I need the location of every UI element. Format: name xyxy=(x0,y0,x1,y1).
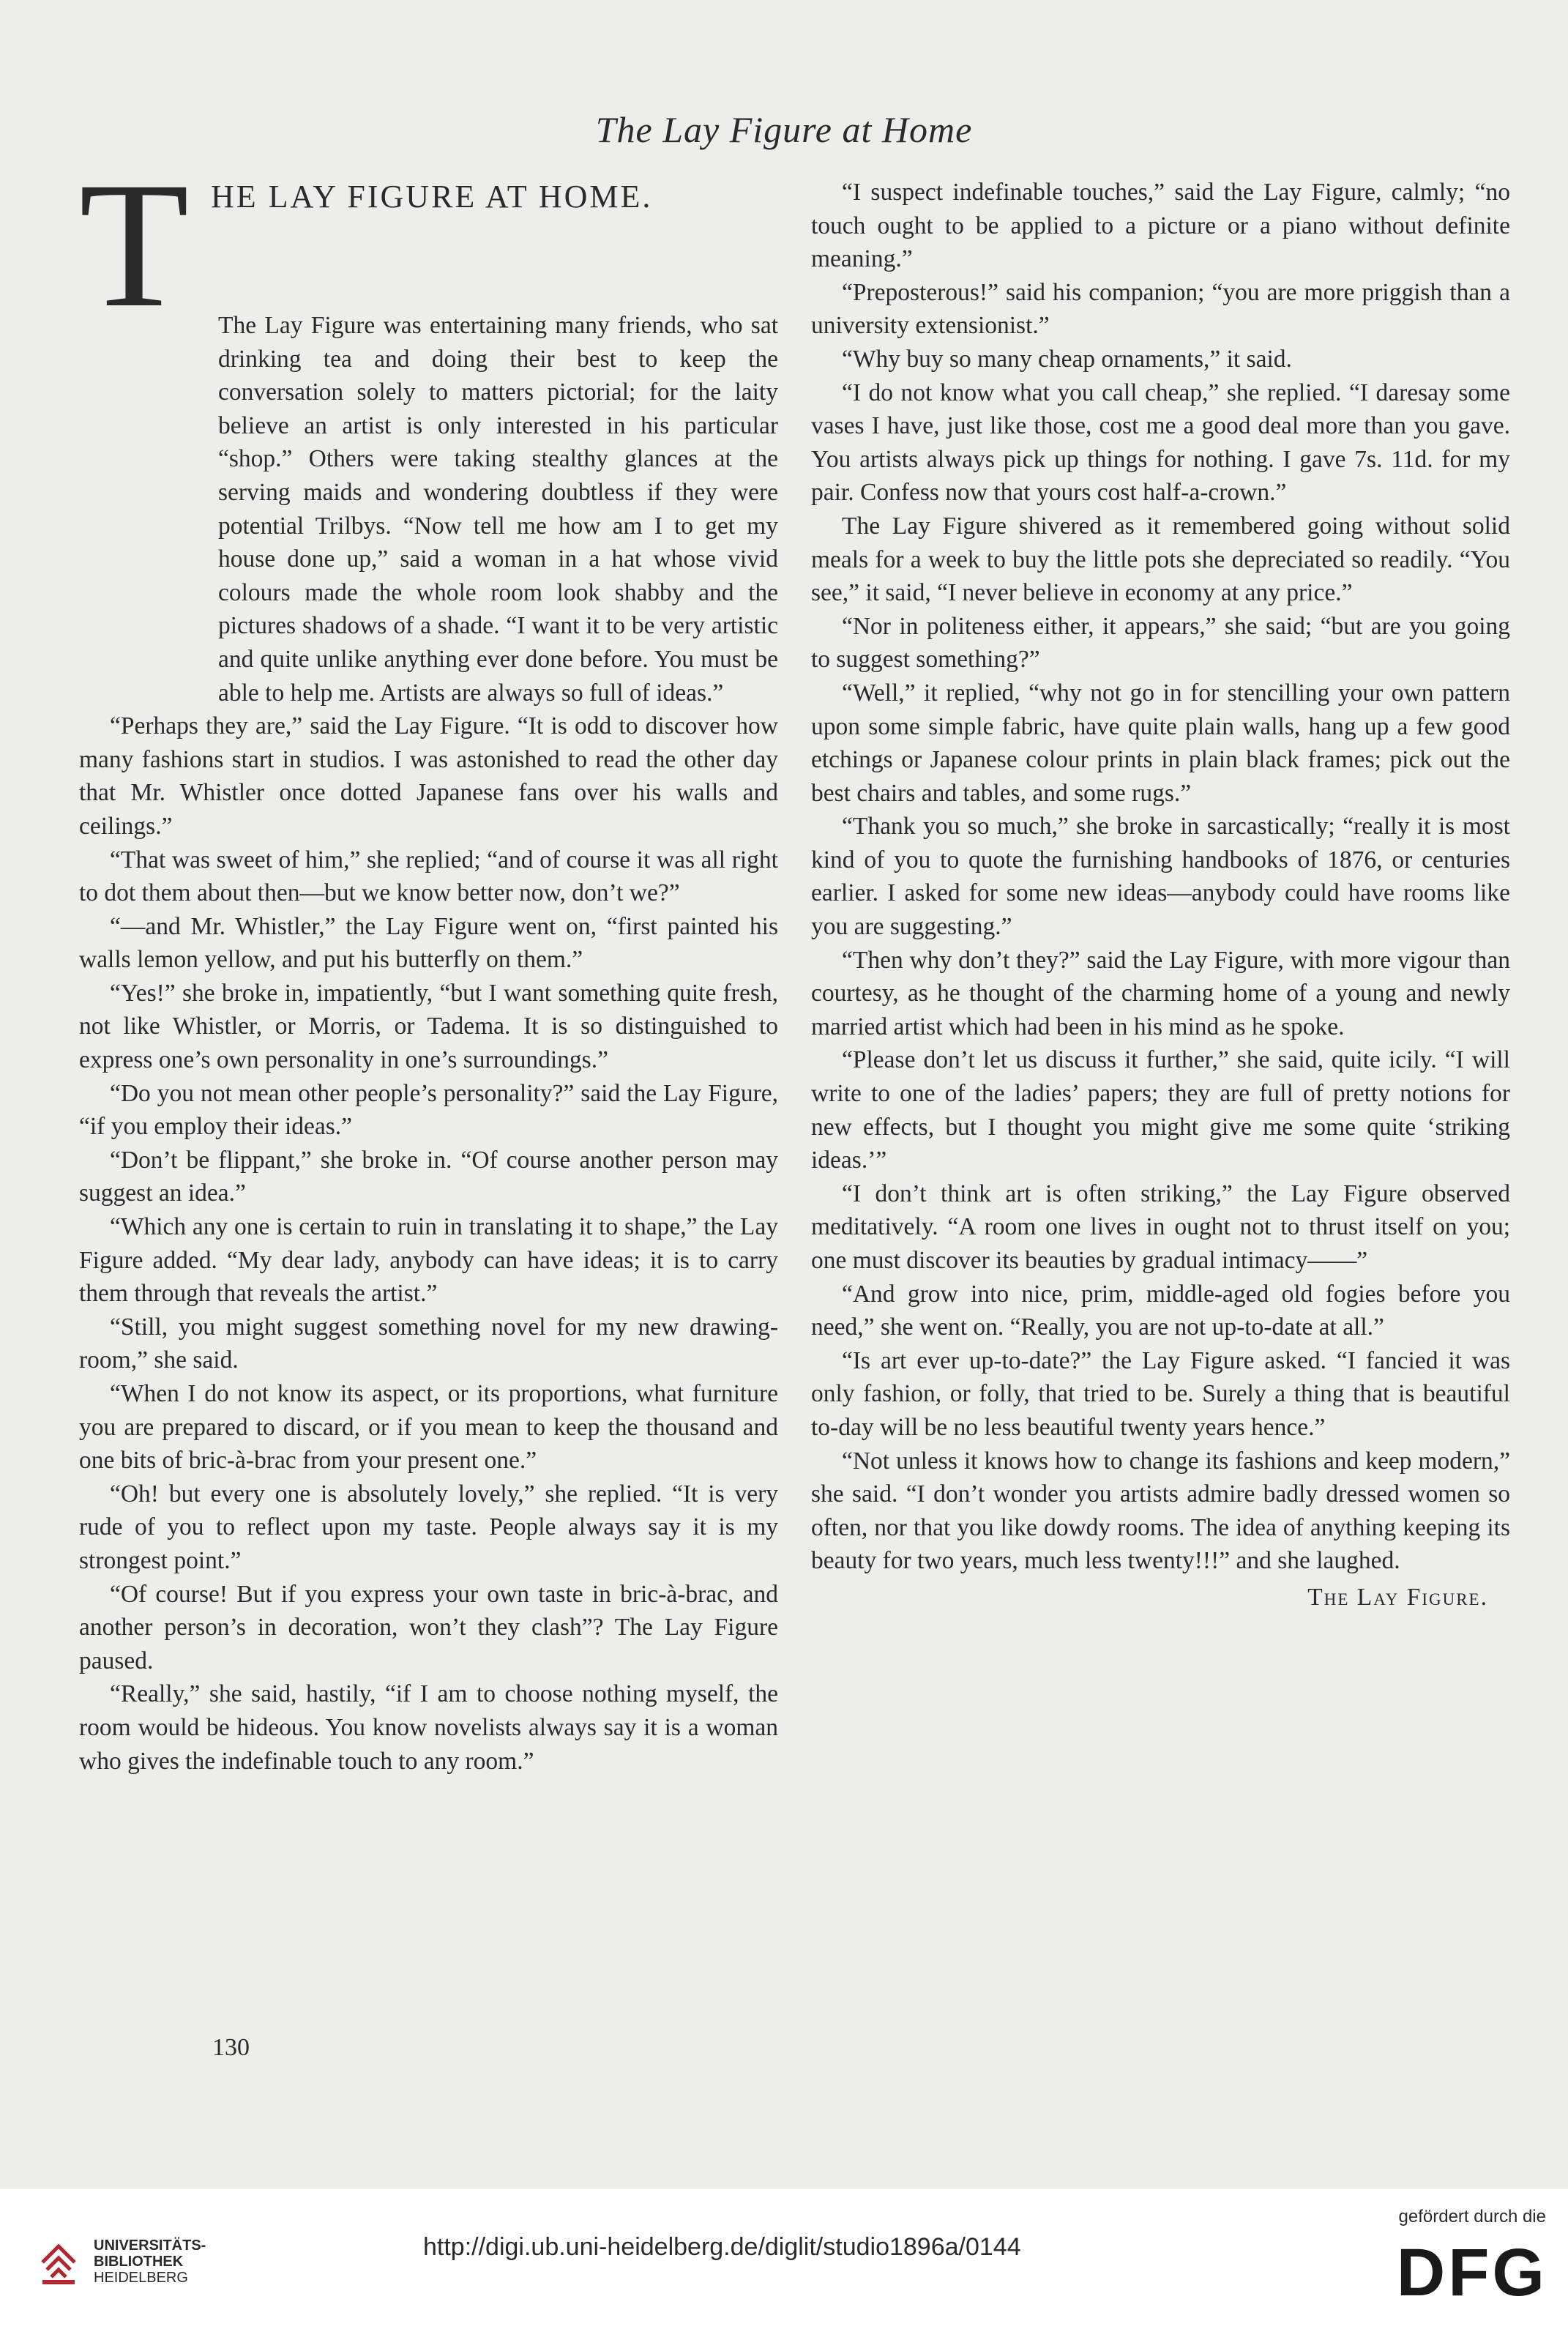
library-name-line1: UNIVERSITÄTS- xyxy=(94,2237,206,2254)
article-heading xyxy=(79,146,778,345)
paragraph: “Why buy so many cheap ornaments,” it said. xyxy=(842,345,1292,373)
paragraph: “Preposterous!” said his companion; “you are more priggish than a university extensionist.” xyxy=(811,278,1510,340)
left-paragraphs xyxy=(79,709,778,1778)
paragraph: The Lay Figure shivered as it remembered going without solid meals for a week to buy the little pots she depreciated so readily. “You see,” it said, “I never believe in economy at any price.” xyxy=(811,512,1510,607)
paragraph: “That was sweet of him,” she replied; “and of course it was all right to dot them about then—but we know better now, don’t we?” xyxy=(79,846,778,907)
left-column xyxy=(79,146,778,1778)
drop-cap: T xyxy=(79,146,190,345)
paragraph: “Please don’t let us discuss it further,” she said, quite icily. “I will write to one of the ladies’ papers; they are full of pretty notions for new effects, but I thought you might give me some quite ‘striking ideas.’” xyxy=(811,1046,1510,1174)
paragraph: “Nor in politeness either, it appears,” she said; “but are you going to suggest something?” xyxy=(811,612,1510,674)
paragraph: “Then why don’t they?” said the Lay Figure, with more vigour than courtesy, as he thought of the charming home of a young and newly married artist which had been in his mind as he spoke. xyxy=(811,946,1510,1040)
library-name-line3: HEIDELBERG xyxy=(94,2270,188,2286)
paragraph: “When I do not know its aspect, or its proportions, what furniture you are prepared to discard, or if you mean to keep the thousand and one bits of bric-à-brac from your present one.” xyxy=(79,1380,778,1475)
paragraph: “Really,” she said, hastily, “if I am to choose nothing myself, the room would be hideous. You know novelists always say it is a woman who gives the indefinable touch to any room.” xyxy=(79,1680,778,1775)
page-number: 130 xyxy=(212,2034,250,2061)
paragraph: “And grow into nice, prim, middle-aged old fogies before you need,” she went on. “Really, you are not up-to-date at all.” xyxy=(811,1280,1510,1341)
paragraph: “—and Mr. Whistler,” the Lay Figure went on, “first painted his walls lemon yellow, and put his butterfly on them.” xyxy=(79,912,778,974)
permalink-url[interactable]: http://digi.ub.uni-heidelberg.de/diglit/studio1896a/0144 xyxy=(423,2233,1021,2261)
paragraph: “I don’t think art is often striking,” the Lay Figure observed meditatively. “A room one lives in ought not to thrust itself on you; one must discover its beauties by gradual intimacy——” xyxy=(811,1180,1510,1274)
paragraph: “Thank you so much,” she broke in sarcastically; “really it is most kind of you to quote the furnishing handbooks of 1876, or centuries earlier. I asked for some new ideas—anybody could have rooms like you are suggesting.” xyxy=(811,813,1510,941)
footer-bar xyxy=(0,2189,1568,2329)
paragraph: “Do you not mean other people’s personality?” said the Lay Figure, “if you employ their ideas.” xyxy=(79,1079,778,1141)
right-paragraphs xyxy=(811,176,1510,1578)
signature: The Lay Figure. xyxy=(1307,1583,1488,1611)
article-title: HE LAY FIGURE AT HOME. xyxy=(211,179,653,215)
paragraph: “Still, you might suggest something novel for my new drawing-room,” she said. xyxy=(79,1313,778,1374)
paragraph: “Oh! but every one is absolutely lovely,” she replied. “It is very rude of you to reflect upon my taste. People always say it is my strongest point.” xyxy=(79,1480,778,1574)
right-column xyxy=(811,176,1510,1614)
lead-paragraph: The Lay Figure was entertaining many friends, who sat drinking tea and doing their best to keep the conversation solely to matters pictorial; for the laity believe an artist is only interested in his particular “shop.” Others were taking stealthy glances at the serving maids and wondering doubtless if they were potential Trilbys. “Now tell me how am I to get my house done up,” said a woman in a hat whose vivid colours made the whole room look shabby and the pictures shadows of a shade. “I want it to be very artistic and quite unlike anything ever done before. You must be able to help me. Artists are always so full of ideas.” xyxy=(218,312,778,707)
running-head: The Lay Figure at Home xyxy=(595,109,973,150)
paragraph: “Of course! But if you express your own taste in bric-à-brac, and another person’s in decoration, won’t they clash”? The Lay Figure paused. xyxy=(79,1580,778,1674)
library-name-line2: BIBLIOTHEK xyxy=(94,2254,184,2270)
library-name[interactable] xyxy=(94,2237,206,2286)
dfg-logo[interactable]: DFG xyxy=(1396,2235,1548,2310)
paragraph: “I do not know what you call cheap,” she replied. “I daresay some vases I have, just like those, cost me a good deal more than you gave. You artists always pick up things for nothing. I gave 7s. 11d. for my pair. Confess now that yours cost half-a-crown.” xyxy=(811,379,1510,507)
paragraph: “Not unless it knows how to change its fashions and keep modern,” she said. “I don’t wonder you artists admire badly dressed women so often, nor that you like dowdy rooms. The idea of anything keeping its beauty for two years, much less twenty!!!” and she laughed. xyxy=(811,1447,1510,1575)
paragraph: “Well,” it replied, “why not go in for stencilling your own pattern upon some simple fabric, have quite plain walls, hang up a few good etchings or Japanese colour prints in plain black frames; pick out the best chairs and tables, and some rugs.” xyxy=(811,679,1510,807)
funder-note: gefördert durch die xyxy=(1398,2207,1546,2226)
paragraph: “Yes!” she broke in, impatiently, “but I want something quite fresh, not like Whistler, or Morris, or Tadema. It is so distinguished to express one’s own personality in one’s surroundings.” xyxy=(79,979,778,1074)
paragraph: “Perhaps they are,” said the Lay Figure. “It is odd to discover how many fashions start in studios. I was astonished to read the other day that Mr. Whistler once dotted Japanese fans over his walls and ceilings.” xyxy=(79,712,778,840)
paragraph: “Don’t be flippant,” she broke in. “Of course another person may suggest an idea.” xyxy=(79,1146,778,1207)
paragraph: “I suspect indefinable touches,” said the Lay Figure, calmly; “no touch ought to be applied to a picture or a piano without definite meaning.” xyxy=(811,179,1510,273)
paragraph: “Which any one is certain to ruin in translating it to shape,” the Lay Figure added. “My dear lady, anybody can have ideas; it is to carry them through that reveals the artist.” xyxy=(79,1213,778,1308)
paragraph: “Is art ever up-to-date?” the Lay Figure asked. “I fancied it was only fashion, or folly, that tried to be. Surely a thing that is beautiful to-day will be no less beautiful twenty years hence.” xyxy=(811,1346,1510,1441)
library-logo-icon xyxy=(37,2233,82,2290)
